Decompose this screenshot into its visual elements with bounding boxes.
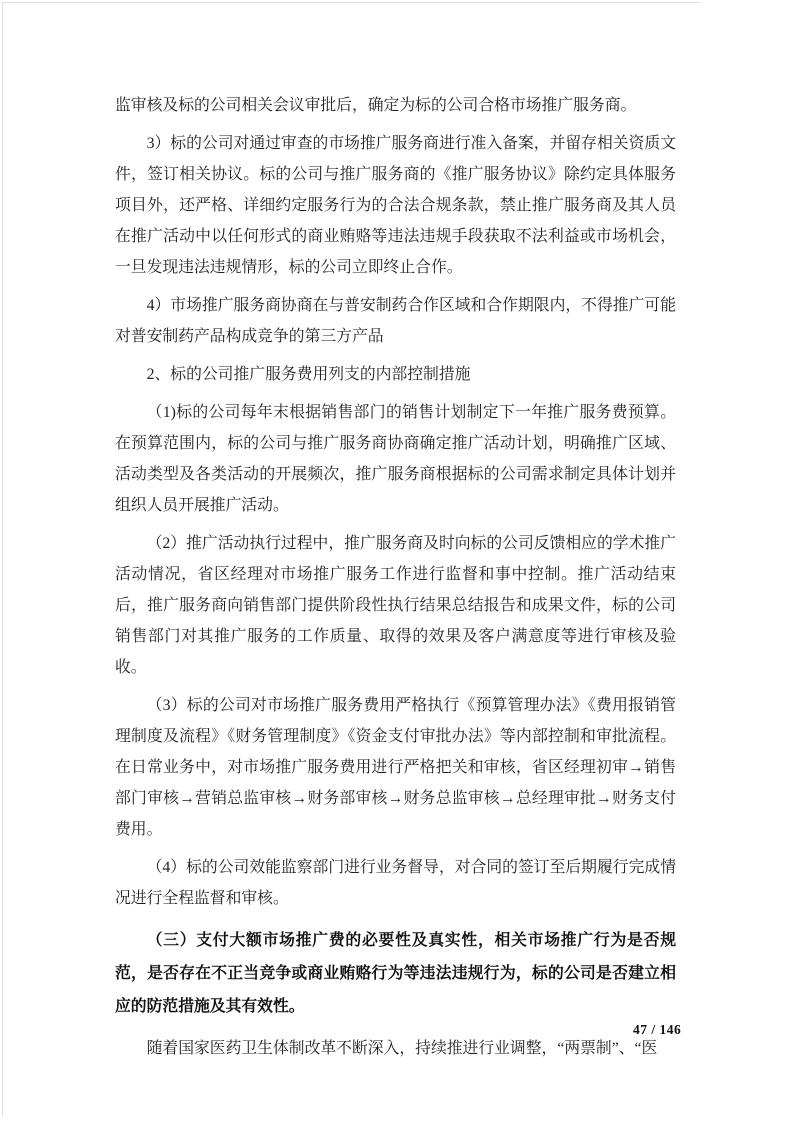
paragraph-continuation: 监审核及标的公司相关会议审批后，确定为标的公司合格市场推广服务商。 — [115, 97, 637, 114]
paragraph-item-3: 3）标的公司对通过审查的市场推广服务商进行准入备案，并留存相关资质文件，签订相关协议。标的公司与推广服务商的《推广服务协议》除约定具体服务项目外，还严格、详细约定服务行为的合法合规条款，禁止推广服务商及其人员在推广活动中以任何形式的商业贿赂等违法违规手段获取不法利益或市场机会，一旦发现违法违规情形，标的公司立即终止合作。 — [115, 135, 676, 276]
document-body — [115, 90, 676, 1071]
page-edge-left — [2, 2, 3, 1116]
page-edge-top — [2, 2, 700, 3]
page-number: 47 / 146 — [633, 1022, 682, 1037]
paragraph-point-1: （1)标的公司每年末根据销售部门的销售计划制定下一年推广服务费预算。在预算范围内，标的公司与推广服务商协商确定推广活动计划，明确推广区域、活动类型及各类活动的开展频次，推广服务商根据标的公司需求制定具体计划并组织人员开展推广活动。 — [115, 404, 676, 514]
paragraph-item-4: 4）市场推广服务商协商在与普安制药合作区域和合作期限内，不得推广可能对普安制药产品构成竞争的第三方产品 — [115, 297, 676, 345]
subsection-heading-2: 2、标的公司推广服务费用列支的内部控制措施 — [146, 366, 471, 383]
section-heading-three: （三）支付大额市场推广费的必要性及真实性，相关市场推广行为是否规范，是否存在不正当竞争或商业贿赂行为等违法违规行为，标的公司是否建立相应的防范措施及其有效性。 — [115, 932, 676, 1015]
paragraph-point-2: （2）推广活动执行过程中，推广服务商及时向标的公司反馈相应的学术推广活动情况，省区经理对市场推广服务工作进行监督和事中控制。推广活动结束后，推广服务商向销售部门提供阶段性执行结果总结报告和成果文件，标的公司销售部门对其推广服务的工作质量、取得的效果及客户满意度等进行审核及验收。 — [115, 535, 676, 676]
paragraph-final-cutoff: 随着国家医药卫生体制改革不断深入，持续推进行业调整，“两票制”、“医 — [146, 1040, 658, 1057]
paragraph-point-3: （3）标的公司对市场推广服务费用严格执行《预算管理办法》《费用报销管理制度及流程》《财务管理制度》《资金支付审批办法》等内部控制和审批流程。在日常业务中，对市场推广服务费用进行严格把关和审核，省区经理初审→销售部门审核→营销总监审核→财务部审核→财务总监审核→总经理审批→财务支付费用。 — [115, 697, 676, 838]
paragraph-point-4: （4）标的公司效能监察部门进行业务督导，对合同的签订至后期履行完成情况进行全程监督和审核。 — [115, 859, 676, 907]
